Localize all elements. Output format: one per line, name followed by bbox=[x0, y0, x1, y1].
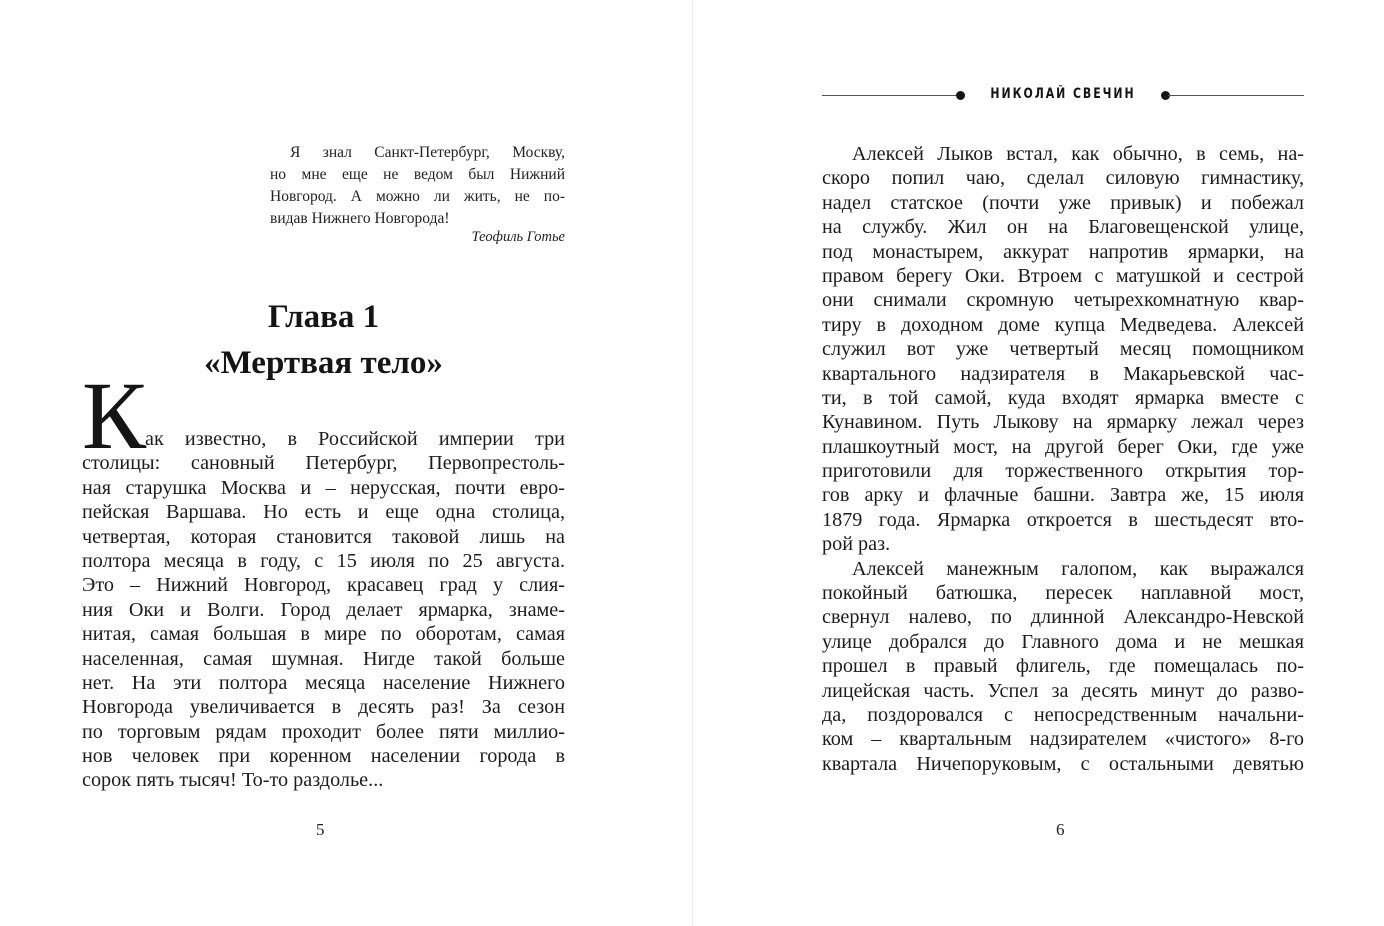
text-line: квартального надзирателя в Макарьевской час- bbox=[822, 362, 1304, 385]
epigraph-line: но мне еще не ведом был Нижний bbox=[270, 166, 565, 183]
text-line: ная старушка Москва и – нерусская, почти евро- bbox=[82, 476, 565, 499]
page-number: 6 bbox=[1056, 820, 1065, 839]
text-line: улице добрался до Главного дома и не мешкая bbox=[822, 630, 1304, 653]
text-line: ти, в той самой, куда входят ярмарка вместе с bbox=[822, 386, 1304, 409]
text-line: квартала Ничепоруковым, с остальными девятью bbox=[822, 752, 1304, 775]
epigraph-line: Новгород. А можно ли жить, не по- bbox=[270, 188, 565, 205]
epigraph bbox=[270, 142, 565, 230]
text-line: скоро попил чаю, сделал силовую гимнастику, bbox=[822, 167, 1304, 190]
text-line: нов человек при коренном населении города в bbox=[82, 745, 565, 768]
text-line: прошел в правый флигель, где помещалась по- bbox=[822, 655, 1304, 678]
text-line: пейская Варшава. Но есть и еще одна столица, bbox=[82, 501, 565, 524]
left-body-text bbox=[82, 427, 565, 793]
text-line: сорок пять тысяч! То-то раздолье... bbox=[82, 769, 384, 792]
text-line: надел статское (почти уже привык) и побежал bbox=[822, 191, 1304, 214]
text-line: полтора месяца в году, с 15 июля по 25 августа. bbox=[82, 549, 565, 572]
drop-cap: К bbox=[82, 362, 147, 469]
text-line: по торговым рядам проходит более пяти миллио- bbox=[82, 720, 565, 743]
text-line: приготовили для торжественного открытия тор- bbox=[822, 460, 1304, 483]
right-page bbox=[693, 0, 1384, 926]
page-number: 5 bbox=[316, 820, 325, 839]
text-line: столицы: сановный Петербург, Первопрестоль- bbox=[82, 452, 565, 475]
text-line: рой раз. bbox=[822, 533, 891, 556]
epigraph-line: видав Нижнего Новгорода! bbox=[270, 210, 450, 227]
text-line: Это – Нижний Новгород, красавец град у слия- bbox=[82, 574, 565, 597]
text-line: Кунавином. Путь Лыкову на ярмарку лежал через bbox=[822, 411, 1304, 434]
text-line: нет. На эти полтора месяца население Нижнего bbox=[82, 671, 565, 694]
text-line: тиру в доходном доме купца Медведева. Алексей bbox=[822, 313, 1304, 336]
text-line: лицейская часть. Успел за десять минут до разво- bbox=[822, 679, 1304, 702]
text-line: да, поздоровался с непосредственным начальни- bbox=[822, 703, 1304, 726]
epigraph-line: Я знал Санкт-Петербург, Москву, bbox=[290, 144, 565, 161]
text-line: служил вот уже четвертый месяц помощником bbox=[822, 338, 1304, 361]
text-line: четвертая, которая становится таковой лишь на bbox=[82, 525, 565, 548]
text-line: населенная, самая шумная. Нигде такой больше bbox=[82, 647, 565, 670]
text-line: они снимали скромную четырехкомнатную квар- bbox=[822, 289, 1304, 312]
chapter-title: «Мертвая тело» bbox=[204, 345, 443, 381]
text-line: правом берегу Оки. Втроем с матушкой и сестрой bbox=[822, 264, 1304, 287]
text-line: ак известно, в Российской империи три bbox=[145, 428, 565, 450]
text-line: Новгорода увеличивается в десять раз! За сезон bbox=[82, 696, 565, 719]
running-header bbox=[822, 84, 1304, 108]
chapter-number: Глава 1 bbox=[267, 299, 380, 335]
header-rule-right bbox=[1168, 95, 1304, 96]
text-line: ком – квартальным надзирателем «чистого» 8-го bbox=[822, 728, 1304, 751]
running-header-title: НИКОЛАЙ СВЕЧИН bbox=[990, 86, 1136, 102]
epigraph-author: Теофиль Готье bbox=[471, 229, 565, 245]
text-line: плашкоутный мост, на другой берег Оки, где уже bbox=[822, 435, 1304, 458]
text-line: Алексей Лыков встал, как обычно, в семь, на- bbox=[852, 143, 1304, 165]
text-line: 1879 года. Ярмарка откроется в шестьдесят вто- bbox=[822, 508, 1304, 531]
text-line: ния Оки и Волги. Город делает ярмарка, знаме- bbox=[82, 598, 565, 621]
text-line: под монастырем, аккурат напротив ярмарки, на bbox=[822, 240, 1304, 263]
text-line: нитая, самая большая в мире по оборотам, самая bbox=[82, 623, 565, 646]
text-line: гов арку и флачные башни. Завтра же, 15 июля bbox=[822, 484, 1304, 507]
text-line: покойный батюшка, пересек наплавной мост, bbox=[822, 582, 1304, 605]
text-line: Алексей манежным галопом, как выражался bbox=[852, 557, 1304, 580]
text-line: на службу. Жил он на Благовещенской улице, bbox=[822, 216, 1304, 239]
text-line: свернул налево, по длинной Александро-Невской bbox=[822, 606, 1304, 629]
right-body-text bbox=[822, 142, 1304, 776]
